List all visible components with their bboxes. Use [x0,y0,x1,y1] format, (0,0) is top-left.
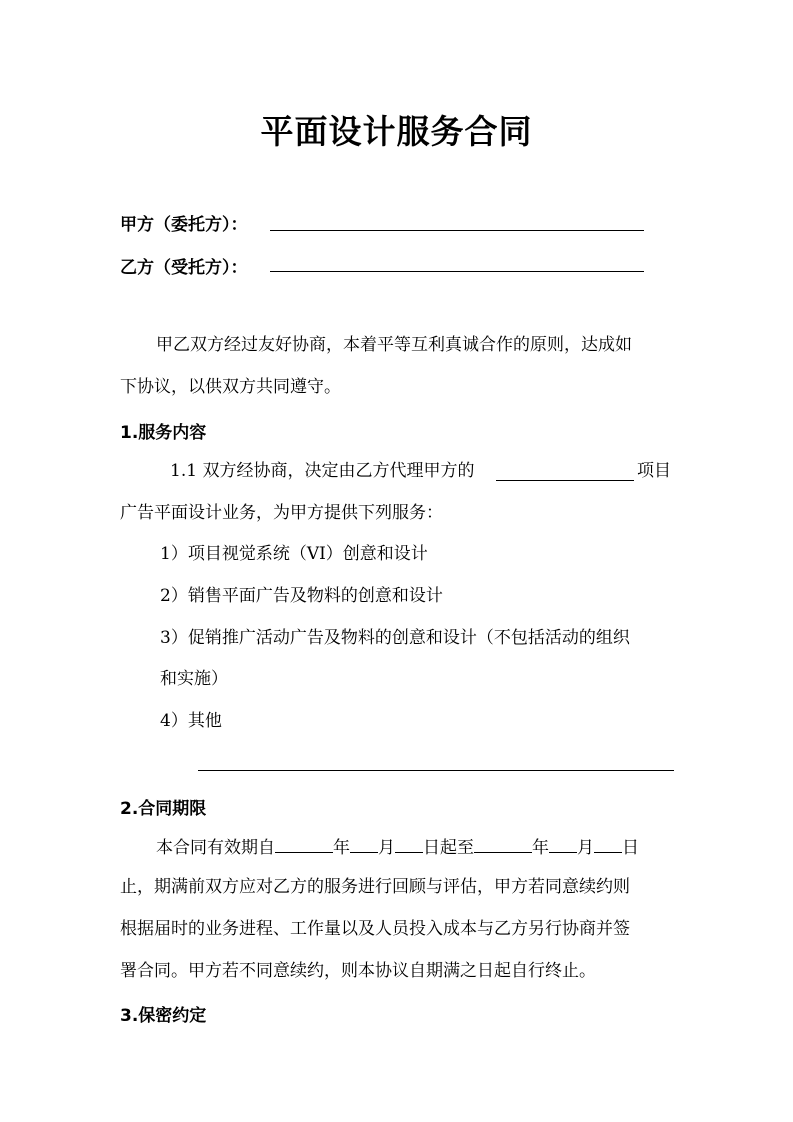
section-2-heading: 2.合同期限 [120,799,207,819]
service-item-3-continued: 和实施） [160,669,228,689]
term-line-1 [156,834,639,859]
intro-line-2: 下协议，以供双方共同遵守。 [120,377,341,397]
party-b-label: 乙方（受托方）： [120,258,248,278]
clause-1-1-suffix: 项目 [637,461,671,481]
end-year-blank [474,834,532,853]
document-title: 平面设计服务合同 [260,112,533,151]
clause-1-1-prefix: 1.1 双方经协商，决定由乙方代理甲方的 [170,461,475,481]
start-month-blank [350,834,378,853]
term-text-month-2: 月 [577,838,594,858]
service-item-4: 4）其他 [160,711,222,731]
service-item-1: 1）项目视觉系统（VI）创意和设计 [160,544,428,564]
clause-1-1-line-2: 广告平面设计业务，为甲方提供下列服务： [120,503,443,523]
term-line-2: 止，期满前双方应对乙方的服务进行回顾与评估，甲方若同意续约则 [120,877,630,897]
party-a-blank-line [270,230,644,231]
section-3-heading: 3.保密约定 [120,1006,207,1026]
term-text-year-1: 年 [333,838,350,858]
other-services-blank-line [198,770,674,771]
start-year-blank [275,834,333,853]
start-day-blank [395,834,423,853]
intro-line-1: 甲乙双方经过友好协商，本着平等互利真诚合作的原则，达成如 [156,335,632,355]
term-line-3: 根据届时的业务进程、工作量以及人员投入成本与乙方另行协商并签 [120,919,630,939]
end-day-blank [594,834,622,853]
end-month-blank [549,834,577,853]
project-name-blank-line [496,480,634,481]
service-item-2: 2）销售平面广告及物料的创意和设计 [160,586,443,606]
term-text-from: 本合同有效期自 [156,838,275,858]
service-item-3: 3）促销推广活动广告及物料的创意和设计（不包括活动的组织 [160,628,630,648]
term-text-month-1: 月 [378,838,395,858]
party-a-label: 甲方（委托方）： [120,215,248,235]
section-1-heading: 1.服务内容 [120,423,207,443]
term-text-until: 日起至 [423,838,474,858]
term-line-4: 署合同。甲方若不同意续约，则本协议自期满之日起自行终止。 [120,961,596,981]
party-b-blank-line [270,271,644,272]
term-text-year-2: 年 [532,838,549,858]
term-text-day-2: 日 [622,838,639,858]
